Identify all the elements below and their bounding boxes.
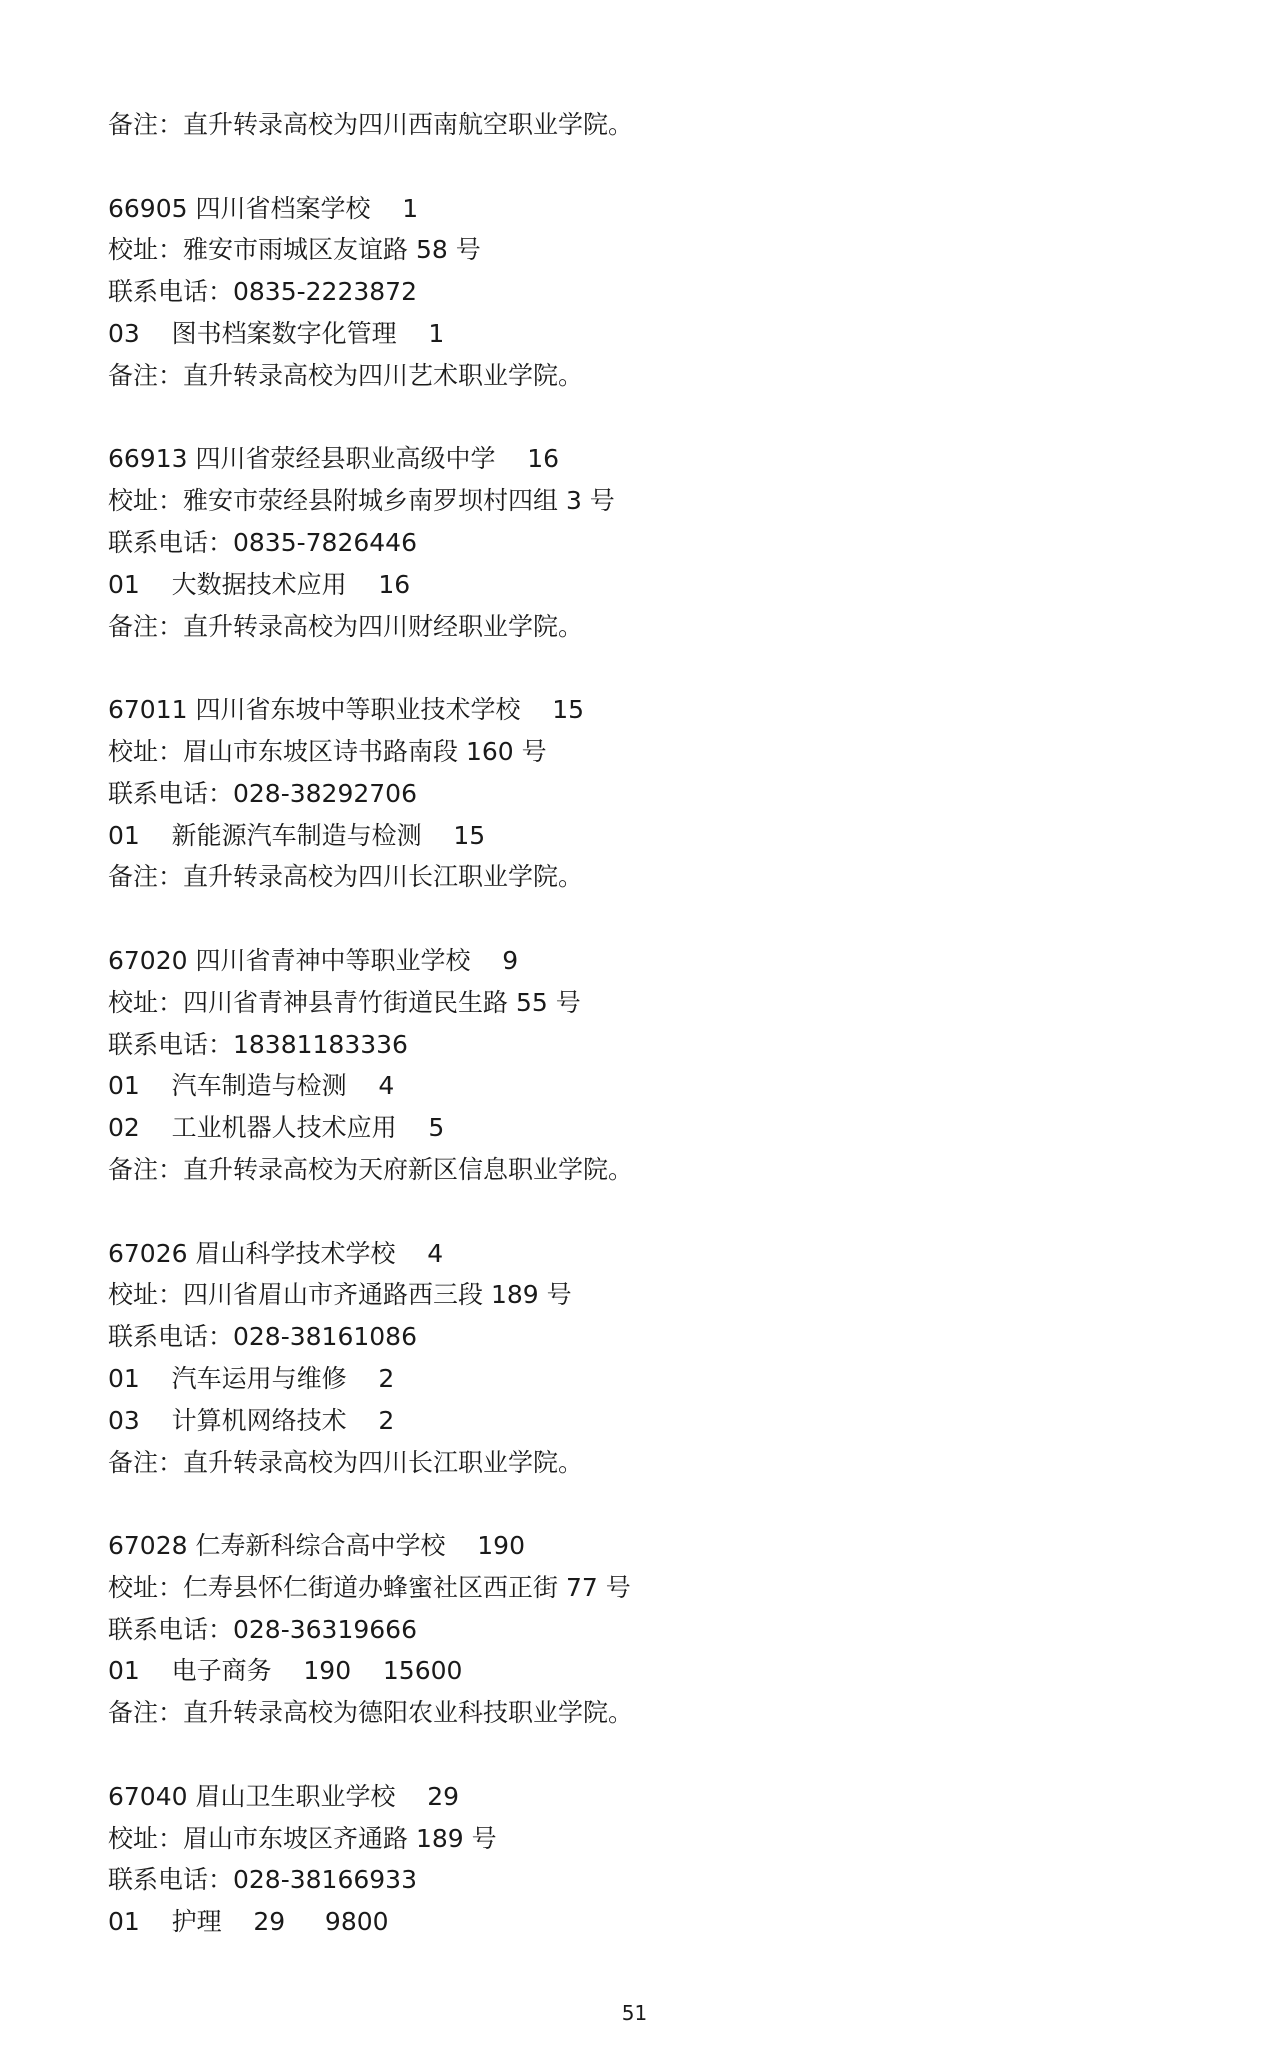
school-phone: 联系电话：028-38166933	[108, 1865, 417, 1895]
school-address: 校址：四川省青神县青竹街道民生路 55 号	[108, 987, 581, 1017]
note-line: 备注：直升转录高校为天府新区信息职业学院。	[108, 1154, 634, 1184]
school-entry	[108, 1233, 1168, 1484]
school-entry	[108, 1525, 1168, 1734]
school-header: 66913 四川省荥经县职业高级中学 16	[108, 444, 560, 474]
major-line: 01 电子商务 190 15600	[108, 1656, 463, 1686]
note-line: 备注：直升转录高校为四川艺术职业学院。	[108, 360, 584, 390]
note-line: 备注：直升转录高校为四川长江职业学院。	[108, 1447, 584, 1477]
school-address: 校址：眉山市东坡区诗书路南段 160 号	[108, 736, 547, 766]
major-line: 03 图书档案数字化管理 1	[108, 318, 445, 348]
school-address: 校址：眉山市东坡区齐通路 189 号	[108, 1823, 497, 1853]
major-line: 01 汽车运用与维修 2	[108, 1363, 395, 1393]
note-line: 备注：直升转录高校为四川财经职业学院。	[108, 611, 584, 641]
school-entry	[108, 438, 1168, 647]
school-entry	[108, 940, 1168, 1191]
note-line: 备注：直升转录高校为四川西南航空职业学院。	[108, 110, 634, 139]
note-line: 备注：直升转录高校为四川长江职业学院。	[108, 862, 584, 892]
school-entry	[108, 188, 1168, 397]
document-body	[108, 104, 1168, 1943]
major-line: 01 护理 29 9800	[108, 1907, 389, 1937]
note-line: 备注：直升转录高校为德阳农业科技职业学院。	[108, 1698, 634, 1728]
school-header: 67026 眉山科学技术学校 4	[108, 1238, 444, 1268]
school-header: 67020 四川省青神中等职业学校 9	[108, 945, 519, 975]
school-phone: 联系电话：028-38292706	[108, 778, 417, 808]
school-address: 校址：四川省眉山市齐通路西三段 189 号	[108, 1280, 572, 1310]
major-line: 01 新能源汽车制造与检测 15	[108, 820, 486, 850]
school-header: 67011 四川省东坡中等职业技术学校 15	[108, 695, 585, 725]
school-phone: 联系电话：028-38161086	[108, 1322, 417, 1352]
school-phone: 联系电话：028-36319666	[108, 1614, 417, 1644]
school-address: 校址：雅安市荥经县附城乡南罗坝村四组 3 号	[108, 486, 615, 516]
major-line: 02 工业机器人技术应用 5	[108, 1113, 445, 1143]
page-number: 51	[621, 2001, 648, 2025]
school-phone: 联系电话：0835-2223872	[108, 277, 417, 307]
school-header: 66905 四川省档案学校 1	[108, 193, 419, 223]
school-entry	[108, 689, 1168, 898]
major-line: 01 大数据技术应用 16	[108, 569, 411, 599]
school-header: 67028 仁寿新科综合高中学校 190	[108, 1531, 525, 1561]
school-phone: 联系电话：18381183336	[108, 1029, 408, 1059]
school-address: 校址：仁寿县怀仁街道办蜂蜜社区西正街 77 号	[108, 1572, 631, 1602]
school-header: 67040 眉山卫生职业学校 29	[108, 1781, 460, 1811]
major-line: 03 计算机网络技术 2	[108, 1405, 395, 1435]
school-address: 校址：雅安市雨城区友谊路 58 号	[108, 235, 481, 265]
school-phone: 联系电话：0835-7826446	[108, 527, 417, 557]
major-line: 01 汽车制造与检测 4	[108, 1071, 395, 1101]
school-entry	[108, 1776, 1168, 1943]
